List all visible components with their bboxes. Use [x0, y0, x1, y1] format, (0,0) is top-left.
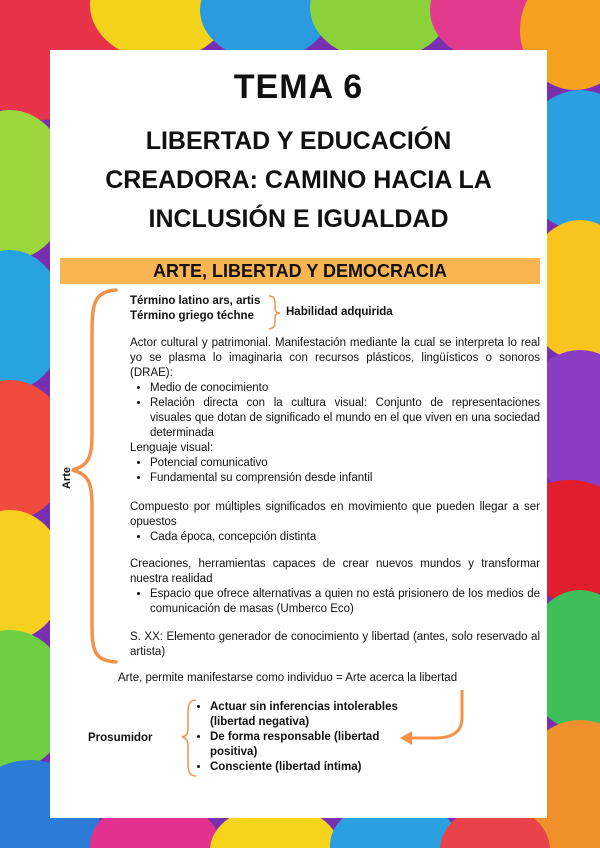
list-item: • Actuar sin inferencias intolerables (libertad negativa) [210, 700, 410, 730]
list-item: • Cada época, concepción distinta [150, 530, 540, 545]
sxx-text: S. XX: Elemento generador de conocimiento y libertad (antes, solo reservado al artista) [130, 631, 540, 658]
document-page [50, 50, 547, 818]
compuesto-block [130, 500, 540, 545]
arte-definition-block [130, 336, 540, 486]
prosumidor-list [190, 700, 410, 775]
subtitle-line: CREADORA: CAMINO HACIA LA [105, 166, 492, 194]
etymology-terms [130, 294, 280, 324]
arte-label: Arte [61, 467, 73, 490]
etymology-greek: Término griego téchne [130, 310, 254, 322]
section-heading: ARTE, LIBERTAD Y DEMOCRACIA [60, 258, 540, 284]
arte-brace [72, 290, 116, 662]
arte-definition: Actor cultural y patrimonial. Manifestación mediante la cual se interpreta lo real yo se plasma lo imaginaria con recursos plásticos, lingüísticos o sonoros (DRAE): [130, 337, 540, 379]
lenguaje-visual-heading: Lenguaje visual: [130, 442, 214, 454]
list-item: • Espacio que ofrece alternativas a quien no está prisionero de los medios de comunicación de masas (Umberco Eco) [150, 587, 540, 617]
etymology-result: Habilidad adquirida [286, 306, 393, 318]
curved-arrow [410, 690, 462, 738]
subtitle-line: LIBERTAD Y EDUCACIÓN [145, 127, 452, 155]
subtitle-line: INCLUSIÓN E IGUALDAD [148, 205, 449, 233]
list-item: • Potencial comunicativo [150, 456, 540, 471]
creaciones-text: Creaciones, herramientas capaces de crear nuevos mundos y transformar nuestra realidad [130, 558, 540, 585]
list-item: • Consciente (libertad íntima) [210, 760, 410, 775]
etymology-latin: Término latino ars, artis [130, 295, 261, 307]
list-item: • Relación directa con la cultura visual: Conjunto de representaciones visuales que dotan de significado el mundo en el que viven en una sociedad determinada [150, 396, 540, 441]
list-item: • Fundamental su comprensión desde infantil [150, 471, 540, 486]
list-item: • De forma responsable (libertad positiva) [210, 730, 410, 760]
prosumidor-label: Prosumidor [88, 732, 153, 744]
list-item: • Medio de conocimiento [150, 381, 540, 396]
page-title: TEMA 6 [233, 68, 364, 106]
compuesto-text: Compuesto por múltiples significados en movimiento que pueden llegar a ser opuestos [130, 501, 540, 528]
creaciones-block [130, 557, 540, 617]
libertad-line: Arte, permite manifestarse como individuo = Arte acerca la libertad [118, 672, 458, 684]
